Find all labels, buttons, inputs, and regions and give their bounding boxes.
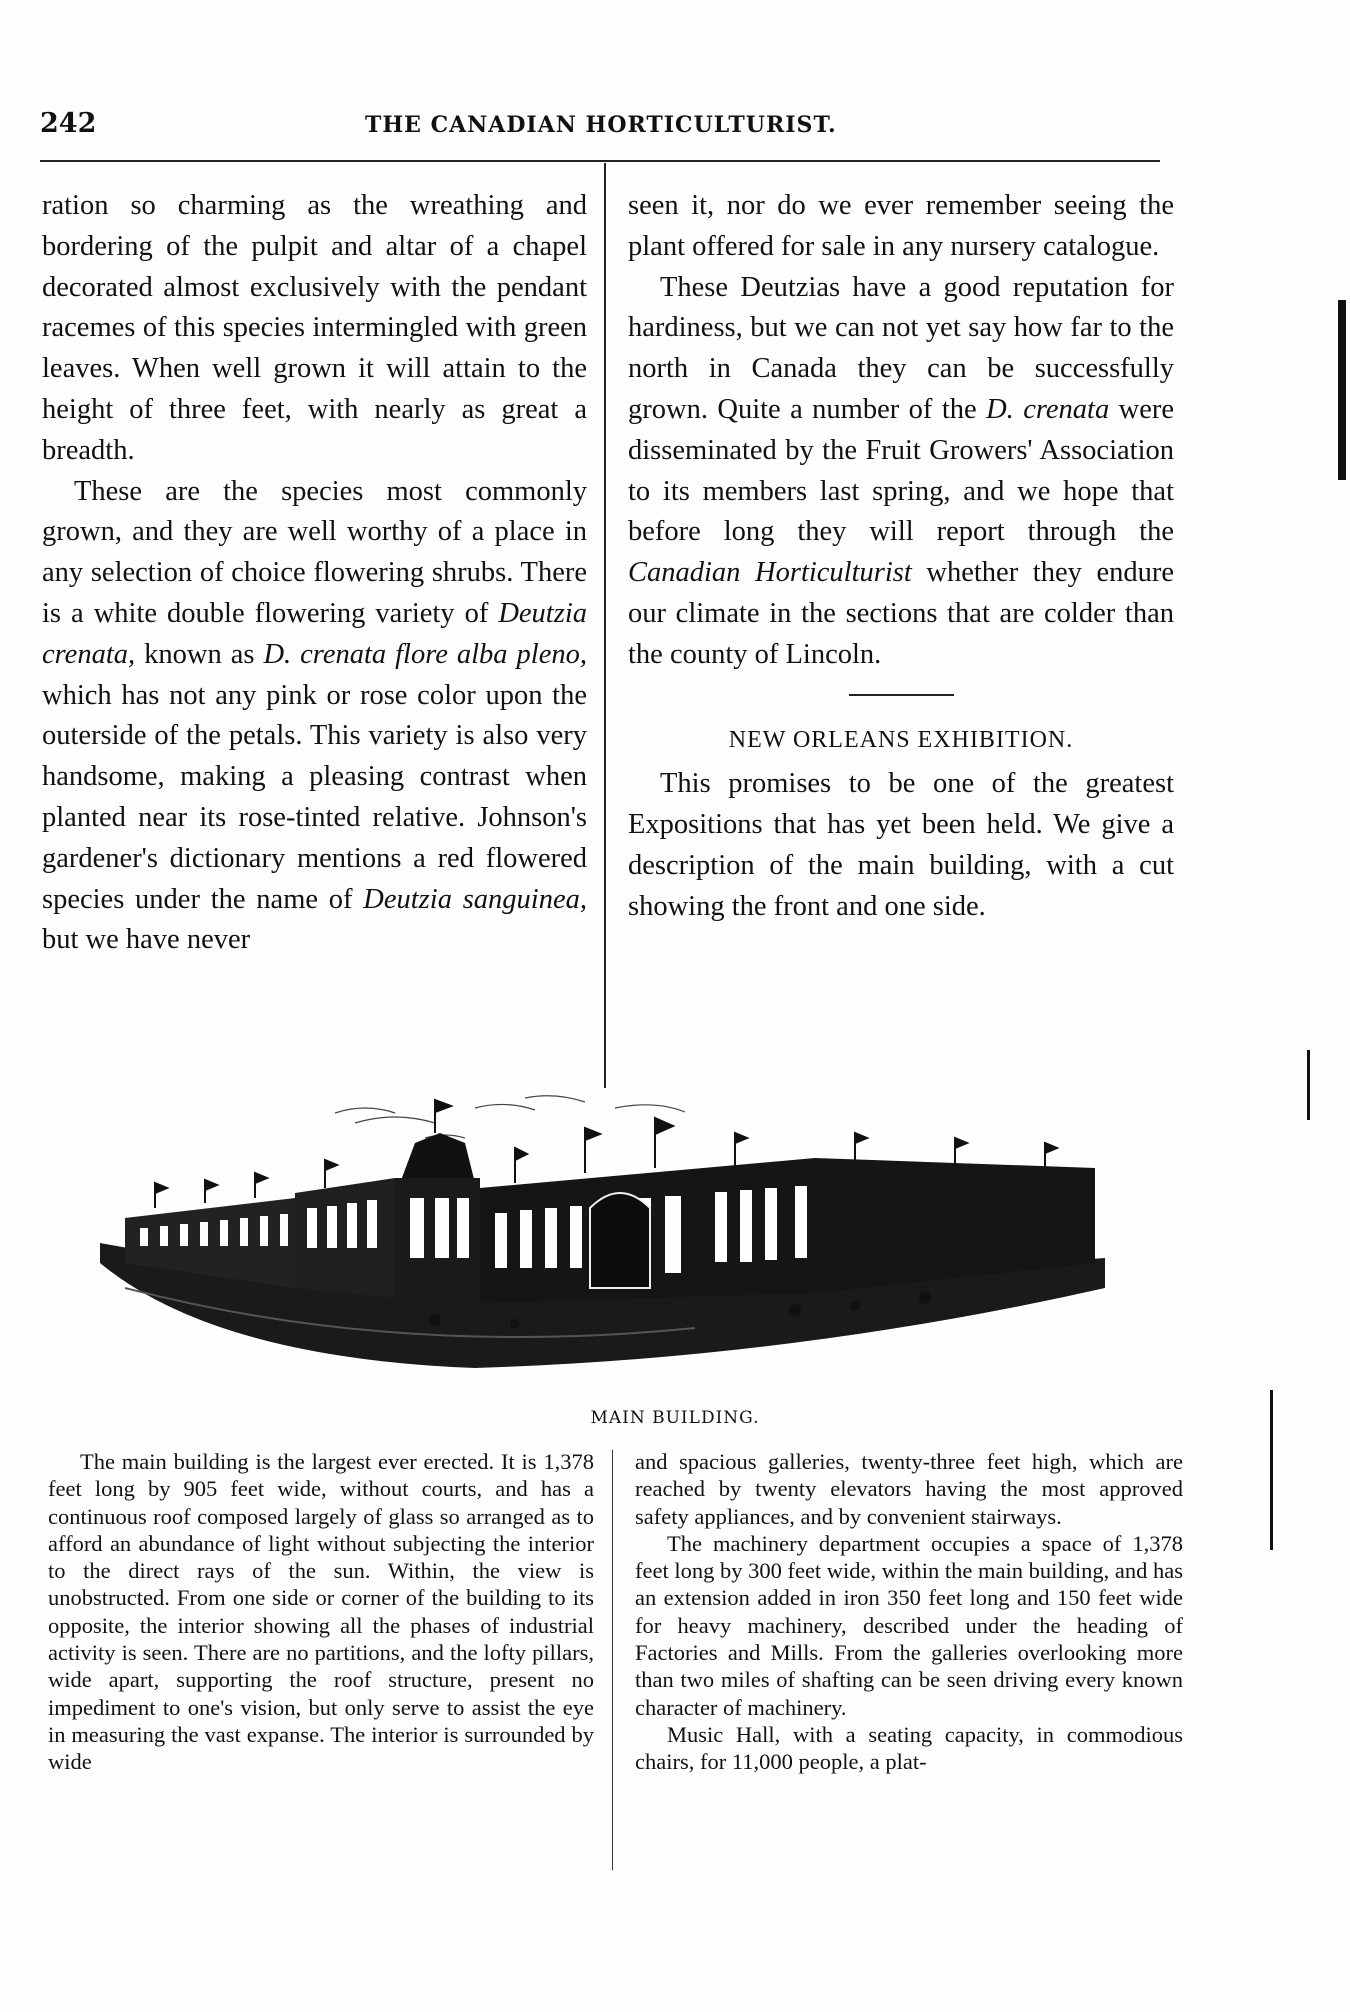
header-rule	[40, 160, 1160, 162]
section-rule	[849, 694, 954, 696]
column-divider	[612, 1450, 613, 1870]
paragraph: The machinery department occupies a space of 1,378 feet long by 300 feet wide, within the main building, and has an extension added in iron 350 feet long and 150 feet wide for heavy machinery, described under the heading of Factories and Mills. From the galleries overlooking more than two miles of shafting can be seen driving every known character of machinery.	[635, 1530, 1184, 1720]
paragraph: Music Hall, with a seating capacity, in commodious chairs, for 11,000 people, a plat-	[635, 1721, 1183, 1775]
paragraph: These Deutzias have a good reputation for hardiness, but we can not yet say how far to the north in Canada they can be successfully grown. Quite a number of the D. crenata were disseminated by the Fruit Growers' Association to its members last spring, and we hope that before long they will report through the Canadian Horticulturist whether they endure our climate in the sections that are colder than the county of Lincoln.	[628, 271, 1174, 670]
running-title: THE CANADIAN HORTICULTURIST.	[365, 112, 837, 138]
figure-caption: MAIN BUILDING.	[590, 1408, 760, 1428]
paragraph: These are the species most commonly grown, and they are well worthy of a place in any selection of choice flowering shrubs. There is a white double flowering variety of Deutzia crenata, known as D. crenata flore alba pleno, which has not any pink or rose color upon the outerside of the petals. This variety is also very handsome, making a pleasing contrast when planted near its rose-tinted relative. Johnson's gardener's dictionary mentions a red flowered species under the name of Deutzia sanguinea, but we have never	[42, 475, 587, 956]
paragraph: ration so charming as the wreathing and bordering of the pulpit and altar of a chapel decorated almost exclusively with the pendant racemes of this species intermingled with green leaves. When well grown it will attain to the height of three feet, with nearly as great a breadth.	[42, 190, 587, 466]
running-header	[40, 108, 1160, 148]
column-divider	[604, 163, 606, 1088]
scan-edge-mark	[1270, 1390, 1273, 1550]
upper-right-column	[628, 186, 1174, 928]
italic-text: D. crenata flore alba pleno,	[263, 638, 587, 670]
sky-hatching	[335, 1096, 685, 1138]
paragraph: This promises to be one of the greatest Expositions that has yet been held. We give a description of the main building, with a cut showing the front and one side.	[628, 768, 1174, 922]
paragraph: seen it, nor do we ever remember seeing the plant offered for sale in any nursery catalogue.	[628, 190, 1174, 262]
lower-right-column	[635, 1448, 1183, 1776]
italic-text: Deutzia crenata,	[42, 597, 587, 670]
paragraph: The main building is the largest ever erected. It is 1,378 feet long by 905 feet wide, without courts, and has a continuous roof composed largely of glass so arranged as to afford an abundance of light without subjecting the interior to the direct rays of the sun. Within, the view is unobstructed. From one side or corner of the building to its opposite, the interior showing all the phases of industrial activity is seen. There are no partitions, and the lofty pillars, wide apart, supporting the roof structure, present no impediment to one's vision, but only serve to assist the eye in measuring the vast expanse. The interior is surrounded by wide	[48, 1449, 594, 1775]
italic-text: Canadian Horticulturist	[628, 557, 912, 589]
scan-edge-mark	[1307, 1050, 1310, 1120]
italic-text: D. crenata	[986, 393, 1110, 425]
page-number: 242	[40, 108, 97, 139]
upper-left-column	[42, 186, 587, 961]
paragraph: and spacious galleries, twenty-three feet high, which are reached by twenty elevators having the most approved safety appliances, and by convenient stairways.	[635, 1449, 1183, 1529]
section-heading: NEW ORLEANS EXHIBITION.	[728, 726, 1074, 753]
lower-left-column	[48, 1448, 594, 1776]
italic-text: Deutzia sanguinea,	[363, 883, 587, 915]
main-building-illustration	[95, 1088, 1125, 1388]
scan-edge-mark	[1338, 300, 1346, 480]
